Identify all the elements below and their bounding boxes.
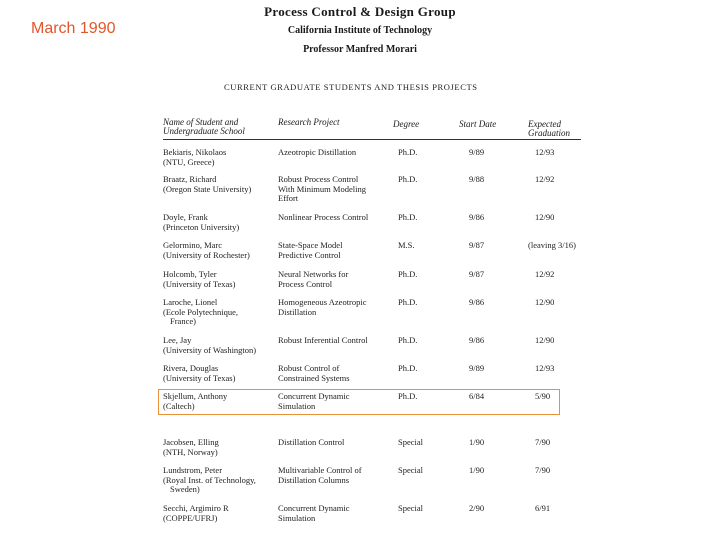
student-name: Lundstrom, Peter <box>163 465 223 475</box>
start-date: 1/90 <box>469 437 485 447</box>
start-date: 9/86 <box>469 212 485 222</box>
col-expected-line1: Expected <box>528 119 561 129</box>
degree: Ph.D. <box>398 391 418 401</box>
section-title: CURRENT GRADUATE STUDENTS AND THESIS PROJECTS <box>224 82 478 92</box>
expected-graduation: 12/90 <box>535 297 555 307</box>
research-project-cont: Simulation <box>278 400 316 411</box>
research-project: Nonlinear Process Control <box>278 212 369 222</box>
research-project: Multivariable Control of <box>278 465 362 475</box>
student-name: Jacobsen, Elling <box>163 437 219 447</box>
student-name: Secchi, Argimiro R <box>163 503 229 513</box>
research-project-cont: Constrained Systems <box>278 372 350 383</box>
start-date: 9/86 <box>469 297 485 307</box>
degree: Ph.D. <box>398 174 418 184</box>
expected-graduation: 7/90 <box>535 437 551 447</box>
research-project: Neural Networks for <box>278 269 349 279</box>
slide-date: March 1990 <box>31 20 116 37</box>
research-project: Concurrent Dynamic <box>278 391 350 401</box>
expected-graduation: 12/92 <box>535 174 555 184</box>
col-start-date: Start Date <box>459 119 497 129</box>
degree: M.S. <box>398 240 415 250</box>
student-name: Doyle, Frank <box>163 212 208 222</box>
student-school: (NTH, Norway) <box>163 446 218 457</box>
research-project-cont: Predictive Control <box>278 249 341 260</box>
research-project-cont: Process Control <box>278 278 333 289</box>
highlight-box <box>158 389 560 415</box>
research-project: Robust Control of <box>278 363 340 373</box>
start-date: 2/90 <box>469 503 485 513</box>
expected-graduation: (leaving 3/16) <box>528 240 576 250</box>
degree: Special <box>398 465 424 475</box>
start-date: 9/88 <box>469 174 485 184</box>
research-project: Robust Inferential Control <box>278 335 368 345</box>
degree: Special <box>398 503 424 513</box>
research-project-cont: With Minimum Modeling <box>278 183 366 194</box>
professor-name: Professor Manfred Morari <box>303 44 417 55</box>
expected-graduation: 12/92 <box>535 269 555 279</box>
research-project: Homogeneous Azeotropic <box>278 297 367 307</box>
research-project: Distillation Control <box>278 437 345 447</box>
student-name: Bekiaris, Nikolaos <box>163 147 227 157</box>
start-date: 9/86 <box>469 335 485 345</box>
student-school: (University of Rochester) <box>163 249 250 260</box>
degree: Ph.D. <box>398 212 418 222</box>
student-school: (Ecole Polytechnique, <box>163 306 239 317</box>
student-name: Braatz, Richard <box>163 174 217 184</box>
expected-graduation: 12/90 <box>535 335 555 345</box>
degree: Ph.D. <box>398 269 418 279</box>
start-date: 6/84 <box>469 391 485 401</box>
student-school: (Oregon State University) <box>163 183 252 194</box>
research-project: Concurrent Dynamic <box>278 503 350 513</box>
student-name: Holcomb, Tyler <box>163 269 217 279</box>
group-name: Process Control & Design Group <box>264 4 456 19</box>
expected-graduation: 12/93 <box>535 147 555 157</box>
start-date: 9/89 <box>469 363 485 373</box>
start-date: 1/90 <box>469 465 485 475</box>
research-project: Azeotropic Distillation <box>278 147 357 157</box>
degree: Ph.D. <box>398 363 418 373</box>
col-project: Research Project <box>278 117 340 127</box>
student-school: (NTU, Greece) <box>163 156 215 167</box>
expected-graduation: 5/90 <box>535 391 551 401</box>
col-name-line2: Undergraduate School <box>163 126 245 136</box>
research-project-cont: Distillation Columns <box>278 474 350 485</box>
research-project-cont: Distillation <box>278 306 317 317</box>
student-name: Lee, Jay <box>163 335 192 345</box>
degree: Special <box>398 437 424 447</box>
student-school-cont: Sweden) <box>170 484 200 494</box>
student-school: (University of Texas) <box>163 372 236 383</box>
research-project: State-Space Model <box>278 240 343 250</box>
student-name: Rivera, Douglas <box>163 363 219 373</box>
degree: Ph.D. <box>398 335 418 345</box>
student-name: Skjellum, Anthony <box>163 391 228 401</box>
student-school: (Caltech) <box>163 400 195 411</box>
student-school: (University of Texas) <box>163 278 236 289</box>
student-name: Gelormino, Marc <box>163 240 223 250</box>
expected-graduation: 7/90 <box>535 465 551 475</box>
col-expected-line2: Graduation <box>528 128 571 138</box>
degree: Ph.D. <box>398 147 418 157</box>
research-project-cont: Effort <box>278 193 299 203</box>
col-name-line1: Name of Student and <box>163 117 239 127</box>
student-school: (University of Washington) <box>163 344 257 355</box>
start-date: 9/87 <box>469 269 485 279</box>
student-school: (Royal Inst. of Technology, <box>163 474 256 485</box>
research-project: Robust Process Control <box>278 174 359 184</box>
expected-graduation: 6/91 <box>535 503 551 513</box>
student-school-cont: France) <box>170 316 196 326</box>
header-rule <box>163 139 581 140</box>
institute-name: California Institute of Technology <box>287 25 433 36</box>
expected-graduation: 12/90 <box>535 212 555 222</box>
research-project-cont: Simulation <box>278 512 316 523</box>
expected-graduation: 12/93 <box>535 363 555 373</box>
student-school: (Princeton University) <box>163 221 240 232</box>
start-date: 9/87 <box>469 240 485 250</box>
start-date: 9/89 <box>469 147 485 157</box>
col-degree: Degree <box>393 119 420 129</box>
student-school: (COPPE/UFRJ) <box>163 512 218 523</box>
degree: Ph.D. <box>398 297 418 307</box>
student-name: Laroche, Lionel <box>163 297 218 307</box>
